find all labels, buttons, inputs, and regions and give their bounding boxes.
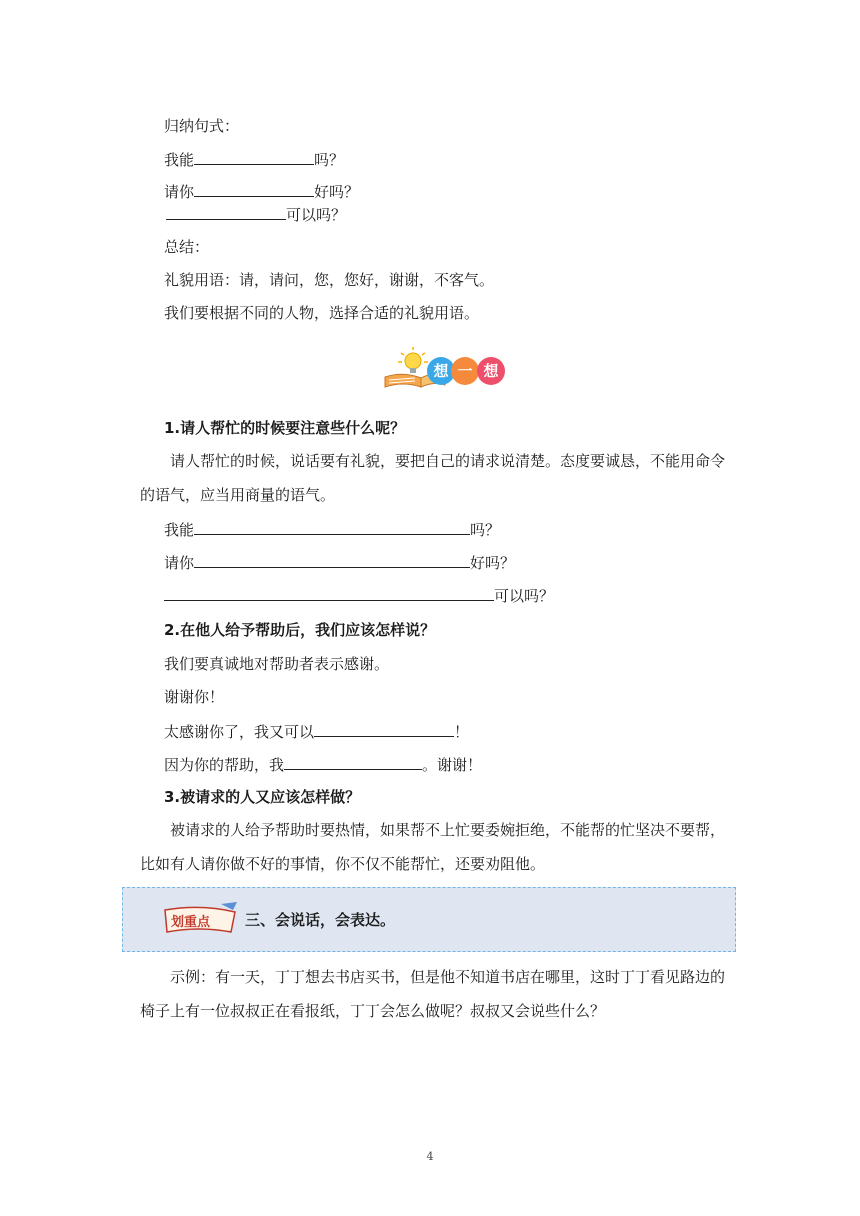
summary-heading: 归纳句式：: [164, 117, 240, 135]
pattern-suffix: 可以吗？: [286, 206, 347, 224]
q2-line-1: 我们要真诚地对帮助者表示感谢。: [164, 655, 390, 673]
pattern-prefix: 请你: [164, 183, 195, 201]
think-char-2: 一: [451, 357, 479, 385]
fill-blank: [194, 518, 470, 535]
badge-text: 划重点: [171, 915, 211, 930]
conclusion-text: 我们要根据不同的人物，选择合适的礼貌用语。: [164, 304, 480, 322]
q2-line-3: [164, 720, 469, 742]
conclusion-label: 总结：: [164, 238, 210, 256]
question-3-answer: 被请求的人给予帮助时要热情，如果帮不上忙要委婉拒绝，不能帮的忙坚决不要帮，比如有人请你做不好的事情，你不仅不能帮忙，还要劝阻他。: [140, 821, 726, 873]
summary-pattern-1: [164, 148, 344, 170]
pattern-prefix: 我能: [164, 521, 195, 539]
page-number: 4: [426, 1150, 434, 1163]
q1-pattern-1: [164, 518, 500, 540]
sentence-suffix: ！: [454, 723, 470, 741]
section-banner: [122, 887, 736, 952]
highlight-badge-icon: [161, 902, 239, 936]
fill-blank: [284, 753, 422, 770]
question-3-title: 3.被请求的人又应该怎样做？: [164, 788, 361, 806]
pattern-suffix: 吗？: [470, 521, 501, 539]
q1-pattern-2: [164, 551, 515, 573]
sentence-prefix: 太感谢你了，我又可以: [164, 723, 315, 741]
sentence-prefix: 因为你的帮助，我: [164, 756, 285, 774]
pattern-suffix: 吗？: [314, 151, 345, 169]
pattern-suffix: 好吗？: [470, 554, 516, 572]
q1-pattern-3: [164, 584, 554, 606]
question-2-title: 2.在他人给予帮助后，我们应该怎样说？: [164, 621, 436, 639]
polite-words: 礼貌用语：请，请问，您，您好，谢谢，不客气。: [164, 271, 495, 289]
fill-blank: [314, 720, 454, 737]
think-banner: [383, 345, 508, 391]
summary-pattern-3: [166, 203, 346, 225]
fill-blank: [194, 551, 470, 568]
pattern-suffix: 好吗？: [314, 183, 360, 201]
fill-blank: [194, 148, 314, 165]
fill-blank: [164, 584, 494, 601]
pattern-suffix: 可以吗？: [494, 587, 555, 605]
think-char-1: 想: [427, 357, 455, 385]
q2-line-2: 谢谢你！: [164, 688, 225, 706]
section-title: 三、会说话，会表达。: [245, 911, 396, 929]
example-text: 示例：有一天，丁丁想去书店买书，但是他不知道书店在哪里，这时丁丁看见路边的椅子上有一位叔叔正在看报纸，丁丁会怎么做呢？叔叔又会说些什么？: [140, 968, 726, 1020]
fill-blank: [194, 180, 314, 197]
think-char-3: 想: [477, 357, 505, 385]
summary-pattern-2: [164, 180, 359, 202]
pattern-prefix: 我能: [164, 151, 195, 169]
pattern-prefix: 请你: [164, 554, 195, 572]
q2-line-4: [164, 753, 482, 775]
fill-blank: [166, 203, 286, 220]
sentence-suffix: 。谢谢！: [422, 756, 483, 774]
question-1-answer: 请人帮忙的时候，说话要有礼貌，要把自己的请求说清楚。态度要诚恳，不能用命令的语气，应当用商量的语气。: [140, 452, 726, 504]
question-1-title: 1.请人帮忙的时候要注意些什么呢？: [164, 419, 406, 437]
